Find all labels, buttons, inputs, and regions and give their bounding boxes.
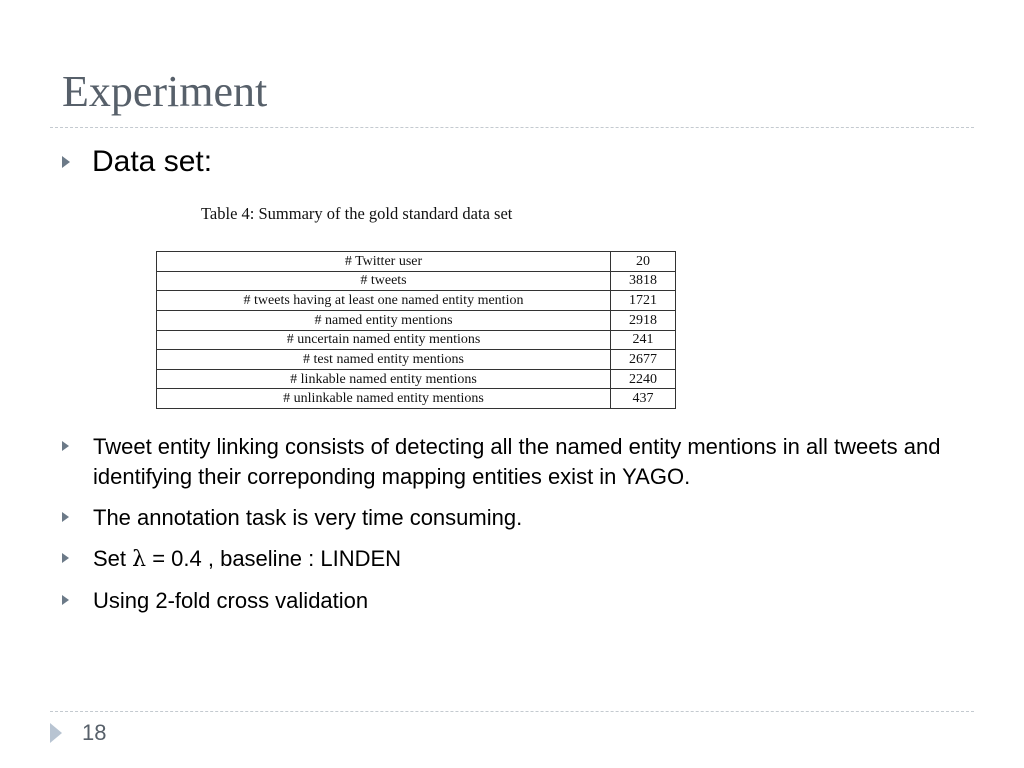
- list-item: [62, 503, 962, 533]
- row-value: 2918: [611, 310, 676, 330]
- gold-standard-table: [156, 251, 676, 409]
- lambda-symbol: λ: [132, 547, 147, 572]
- triangle-right-icon: [62, 553, 69, 563]
- list-item: [62, 432, 962, 492]
- table-row: [157, 330, 676, 350]
- bullet-text: The annotation task is very time consuming.: [93, 505, 523, 530]
- triangle-right-icon: [62, 441, 69, 451]
- row-label: # named entity mentions: [157, 310, 611, 330]
- set-prefix: Set: [93, 546, 133, 571]
- footer-divider: [50, 711, 974, 712]
- row-value: 437: [611, 389, 676, 409]
- row-label: # test named entity mentions: [157, 350, 611, 370]
- row-value: 2240: [611, 369, 676, 389]
- row-value: 20: [611, 252, 676, 272]
- triangle-right-icon: [62, 595, 69, 605]
- row-label: # Twitter user: [157, 252, 611, 272]
- row-value: 1721: [611, 291, 676, 311]
- row-value: 241: [611, 330, 676, 350]
- bullet-text: Using 2-fold cross validation: [93, 588, 369, 613]
- triangle-right-icon: [62, 156, 70, 168]
- triangle-right-icon: [62, 512, 69, 522]
- bullet-text: Data set:: [92, 145, 213, 178]
- list-item: [62, 544, 962, 575]
- title-divider: [50, 127, 974, 128]
- row-label: # tweets: [157, 271, 611, 291]
- table-row: [157, 291, 676, 311]
- bullet-text: [93, 544, 943, 575]
- table-row: [157, 310, 676, 330]
- set-suffix: = 0.4 , baseline : LINDEN: [146, 546, 402, 571]
- table-row: [157, 389, 676, 409]
- list-item: [62, 586, 962, 616]
- table-row: [157, 369, 676, 389]
- triangle-right-icon: [50, 723, 62, 743]
- table-row: [157, 252, 676, 272]
- row-value: 2677: [611, 350, 676, 370]
- table-caption: Table 4: Summary of the gold standard data set: [201, 204, 513, 223]
- slide-title: Experiment: [62, 67, 268, 116]
- row-label: # linkable named entity mentions: [157, 369, 611, 389]
- table-row: [157, 350, 676, 370]
- page-number: 18: [82, 720, 107, 745]
- slide-footer: [50, 720, 106, 746]
- bullet-data-set: [62, 145, 212, 179]
- row-label: # tweets having at least one named entity mention: [157, 291, 611, 311]
- row-label: # uncertain named entity mentions: [157, 330, 611, 350]
- bullet-list: [62, 432, 962, 627]
- bullet-text: Tweet entity linking consists of detecting all the named entity mentions in all tweets and identifying their correponding mapping entities exist in YAGO.: [93, 434, 941, 489]
- table-row: [157, 271, 676, 291]
- row-value: 3818: [611, 271, 676, 291]
- row-label: # unlinkable named entity mentions: [157, 389, 611, 409]
